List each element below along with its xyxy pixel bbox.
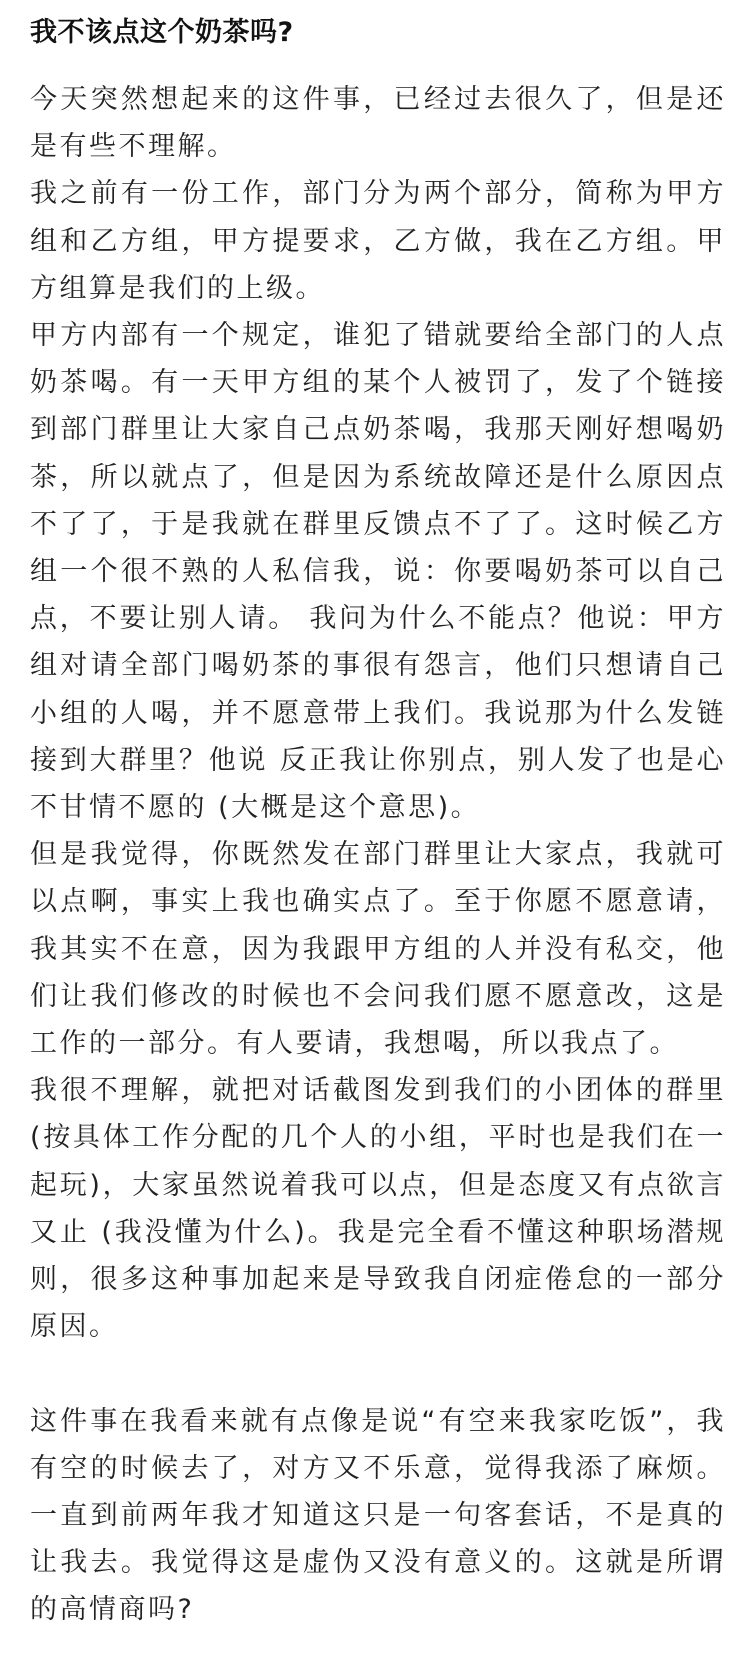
paragraph-spacer	[30, 1350, 726, 1397]
paragraph-6: 这件事在我看来就有点像是说“有空来我家吃饭”，我有空的时候去了，对方又不乐意，觉得我添了麻烦。一直到前两年我才知道这只是一句客套话，不是真的让我去。我觉得这是虚伪又没有意义的。这就是所谓的高情商吗?	[30, 1405, 726, 1626]
paragraph-3: 甲方内部有一个规定，谁犯了错就要给全部门的人点奶茶喝。有一天甲方组的某个人被罚了，发了个链接到部门群里让大家自己点奶茶喝，我那天刚好想喝奶茶，所以就点了，但是因为系统故障还是什么原因点不了了，于是我就在群里反馈点不了了。这时候乙方组一个很不熟的人私信我，说：你要喝奶茶可以自己点，不要让别人请。 我问为什么不能点？他说：甲方组对请全部门喝奶茶的事很有怨言，他们只想请自己小组的人喝，并不愿意带上我们。我说那为什么发链接到大群里？他说 反正我让你别点，别人发了也是心不甘情不愿的 (大概是这个意思)。	[30, 320, 726, 824]
post-title: 我不该点这个奶茶吗?	[30, 17, 294, 48]
paragraph-1: 今天突然想起来的这件事，已经过去很久了，但是还是有些不理解。	[30, 84, 726, 163]
post-body	[30, 76, 726, 1634]
paragraph-5: 我很不理解，就把对话截图发到我们的小团体的群里 (按具体工作分配的几个人的小组，平时也是我们在一起玩)，大家虽然说着我可以点，但是态度又有点欲言又止 (我没懂为什么)。我是完全看不懂这种职场潜规则，很多这种事加起来是导致我自闭症倦怠的一部分原因。	[30, 1075, 726, 1343]
paragraph-2: 我之前有一份工作，部门分为两个部分，简称为甲方组和乙方组，甲方提要求，乙方做，我在乙方组。甲方组算是我们的上级。	[30, 178, 726, 304]
paragraph-4: 但是我觉得，你既然发在部门群里让大家点，我就可以点啊，事实上我也确实点了。至于你愿不愿意请，我其实不在意，因为我跟甲方组的人并没有私交，他们让我们修改的时候也不会问我们愿不愿意改，这是工作的一部分。有人要请，我想喝，所以我点了。	[30, 839, 726, 1060]
